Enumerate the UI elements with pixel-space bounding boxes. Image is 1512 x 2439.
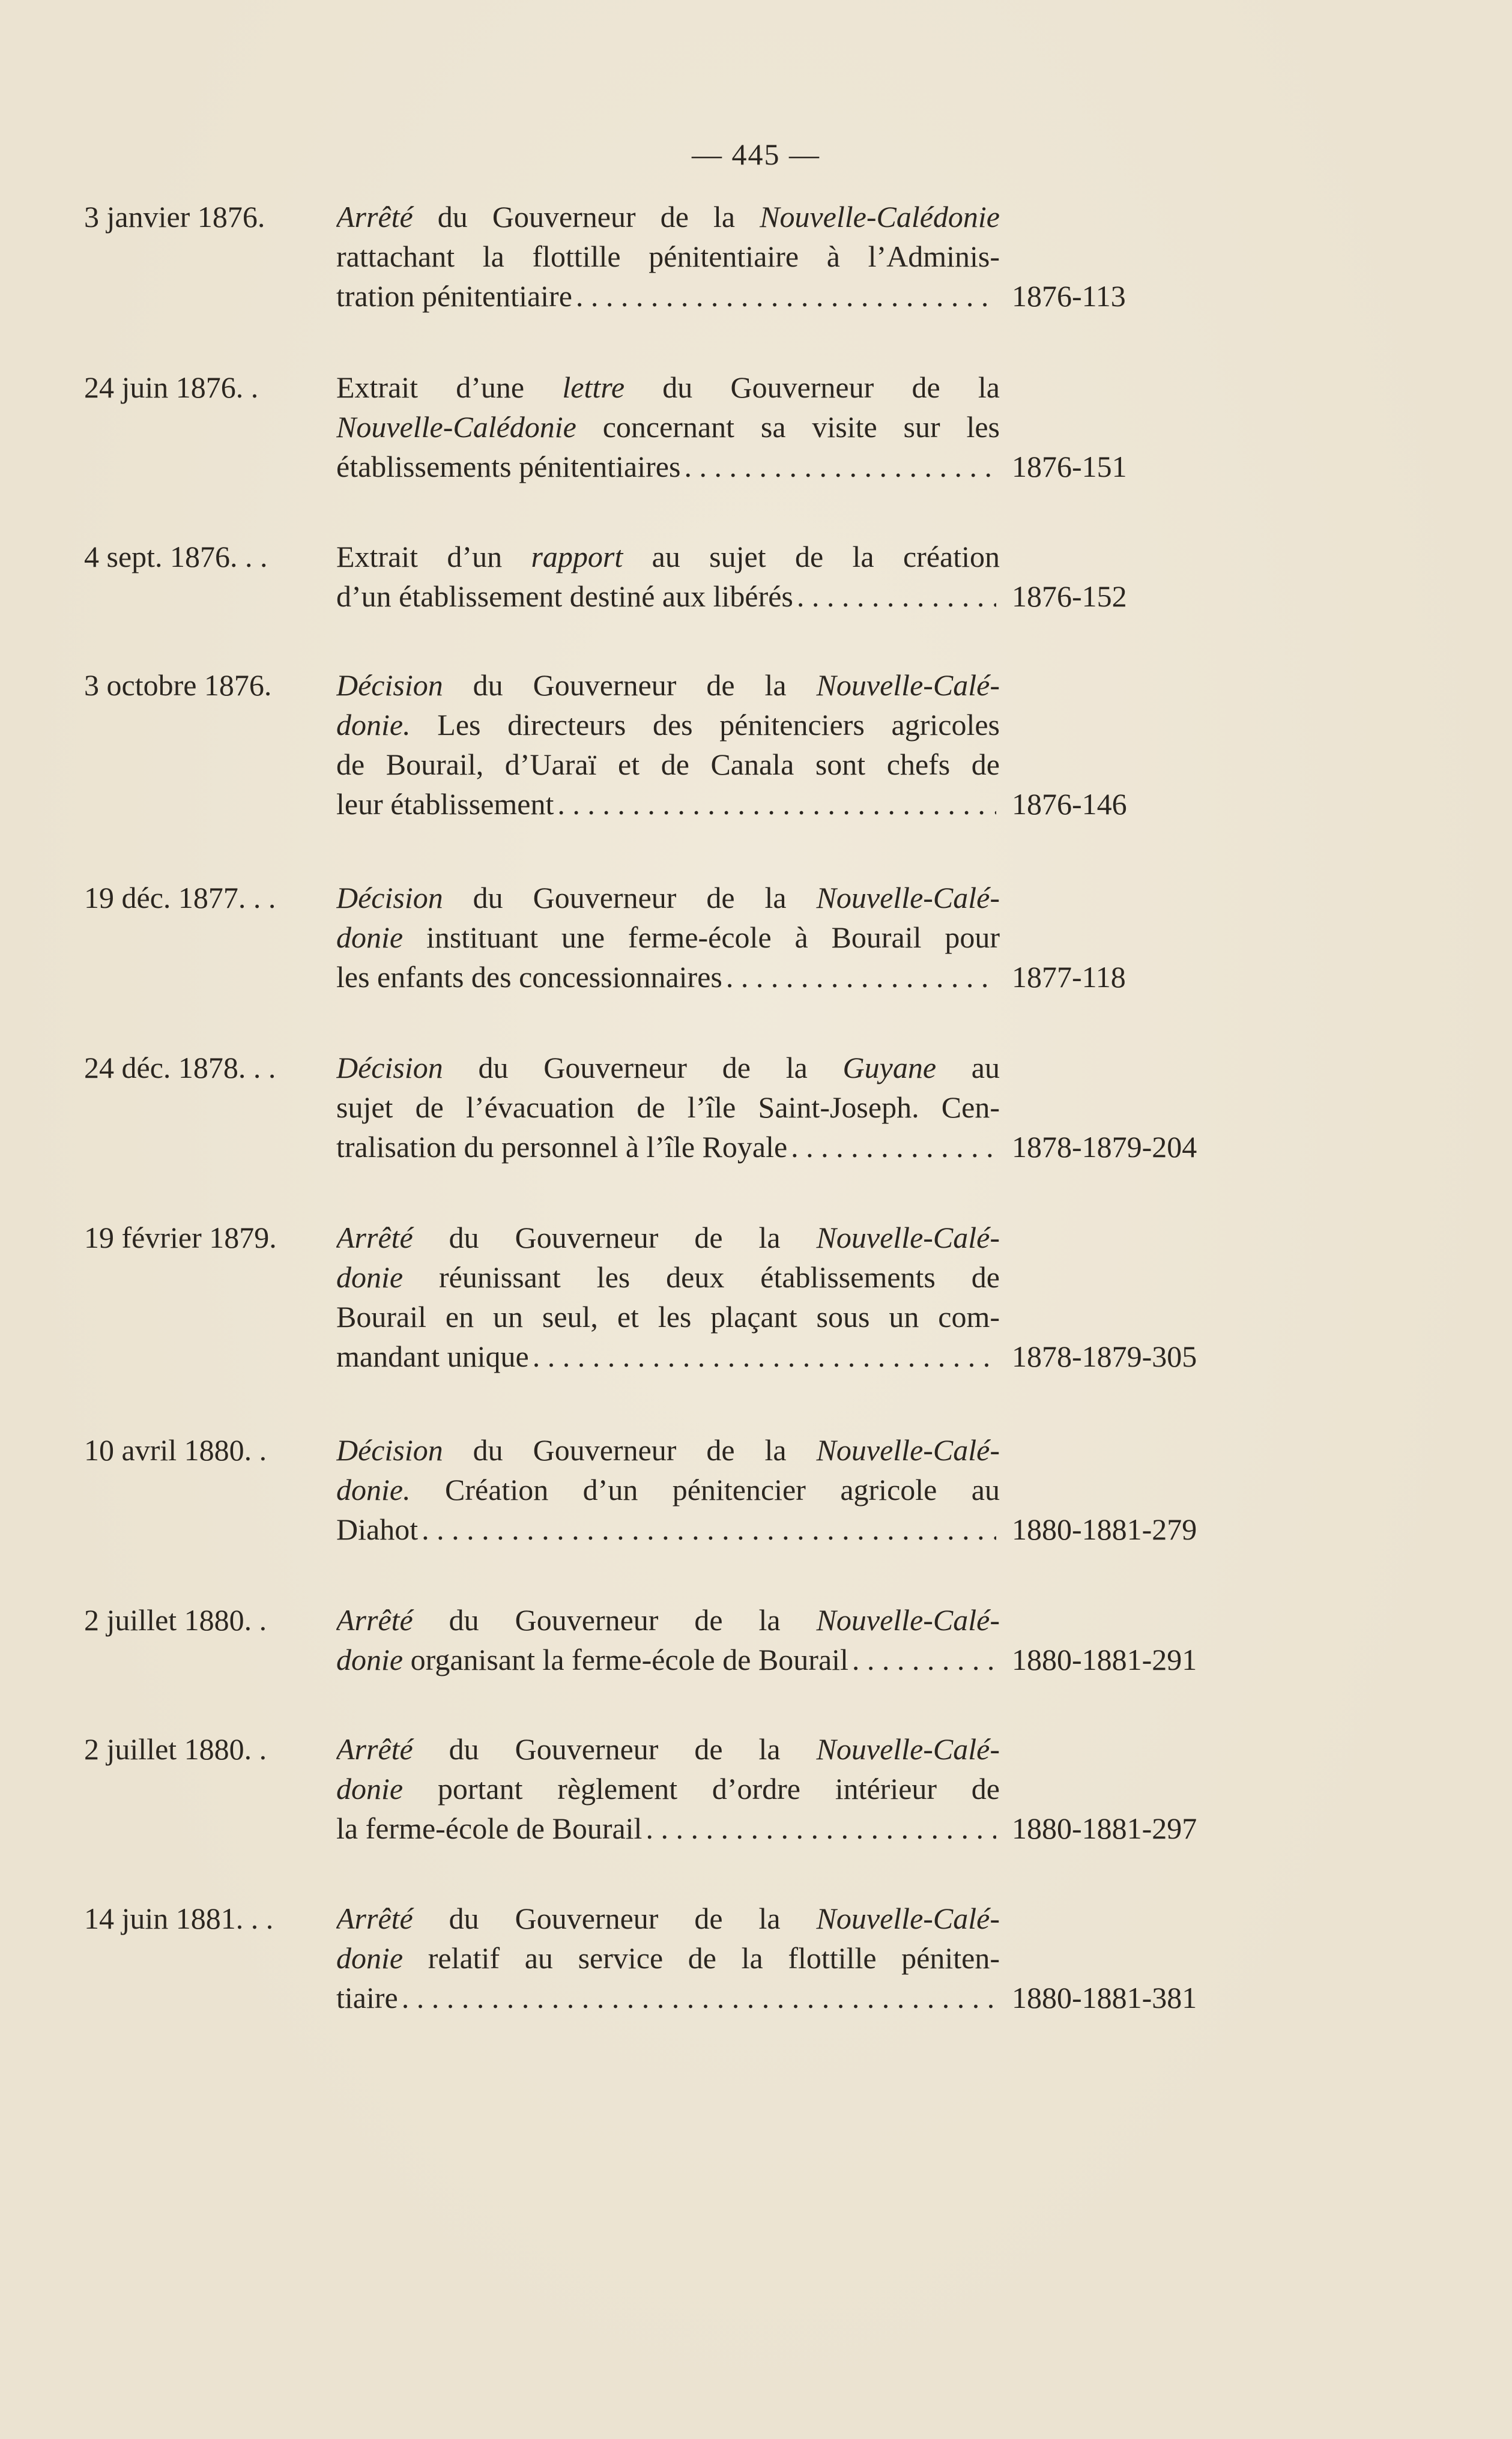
entry-date: 2 juillet 1880. . (84, 1603, 267, 1637)
entry-text (336, 1048, 1000, 1167)
entry-text (336, 1729, 1000, 1848)
italic-term: donie (336, 1772, 404, 1806)
text-run: du Gouverneur de la (413, 1902, 817, 1935)
text-run: du Gouverneur de la (443, 1433, 817, 1467)
text-run: établissements pénitentiaires (336, 450, 681, 483)
entry-last-line (336, 957, 1000, 997)
dot-leader (646, 1809, 996, 1848)
dot-leader (791, 1127, 996, 1167)
italic-term: Nouvelle-Calé- (816, 1221, 1000, 1254)
italic-term: Nouvelle-Calé- (816, 1603, 1000, 1637)
italic-term: Guyane (842, 1051, 937, 1084)
entry-line (336, 407, 1000, 447)
entry-line (336, 1048, 1000, 1087)
entry-last-line (336, 1978, 1000, 2017)
italic-term: lettre (562, 370, 625, 404)
entry-line (336, 537, 1000, 576)
entry-date: 10 avril 1880. . (84, 1433, 267, 1467)
text-run: leur établissement (336, 787, 554, 821)
text-run: portant règlement d’ordre intérieur de (403, 1772, 1000, 1806)
italic-term: Arrêté (336, 1732, 413, 1766)
entry-text (336, 665, 1000, 824)
entry-line (336, 917, 1000, 957)
entry-date: 19 déc. 1877. . . (84, 881, 276, 914)
text-run: instituant une ferme-école à Bourail pour (403, 920, 1000, 954)
entry-line (336, 1938, 1000, 1978)
italic-term: Arrêté (336, 1603, 413, 1637)
italic-term: donie. (336, 1473, 411, 1507)
entry-last-line (336, 276, 1000, 316)
entry-text (336, 197, 1000, 316)
entry-line (336, 1297, 1000, 1337)
entry-reference: 1880-1881-279 (1012, 1513, 1197, 1546)
dot-leader (852, 1640, 996, 1679)
text-run: Les directeurs des pénitenciers agricoles (410, 708, 1000, 742)
text-run: d’un établissement destiné aux libérés (336, 579, 793, 613)
entry-reference: 1876-146 (1012, 787, 1127, 821)
text-run: Création d’un pénitencier agricole au (410, 1473, 1000, 1507)
italic-term: donie (336, 920, 404, 954)
entry-last-line (336, 1640, 1000, 1679)
entry-line (336, 745, 1000, 784)
italic-term: Décision (336, 881, 443, 914)
entry-line (336, 1430, 1000, 1470)
entry-text (336, 1899, 1000, 2017)
entry-line (336, 1899, 1000, 1938)
italic-term: Nouvelle-Calé- (816, 1732, 1000, 1766)
text-run: de Bourail, d’Uaraï et de Canala sont chefs de (336, 748, 1000, 781)
italic-term: Décision (336, 1051, 443, 1084)
entry-last-line (336, 1510, 1000, 1549)
dot-leader (726, 957, 996, 997)
italic-term: Décision (336, 668, 443, 702)
entry-text (336, 367, 1000, 486)
text-run: concernant sa visite sur les (576, 410, 1000, 444)
text-run: la ferme-école de Bourail (336, 1812, 643, 1845)
dot-leader (422, 1510, 996, 1549)
dot-leader (797, 576, 996, 616)
entry-reference: 1876-151 (1012, 450, 1127, 483)
entry-line (336, 197, 1000, 237)
entry-reference: 1880-1881-297 (1012, 1812, 1197, 1845)
page-number: — 445 — (692, 138, 820, 171)
dot-leader (684, 447, 996, 486)
entry-line (336, 367, 1000, 407)
text-run: au sujet de la création (623, 540, 1000, 573)
entry-text (336, 1430, 1000, 1549)
entry-last-line (336, 447, 1000, 486)
italic-term: donie (336, 1260, 404, 1294)
entry-date: 24 juin 1876. . (84, 370, 259, 404)
entry-line (336, 1218, 1000, 1257)
italic-term: donie (336, 1643, 404, 1676)
text-run: relatif au service de la flottille péniten- (403, 1941, 1000, 1975)
entry-date: 3 janvier 1876. (84, 200, 265, 234)
entry-date: 19 février 1879. (84, 1221, 277, 1254)
entry-reference: 1876-152 (1012, 579, 1127, 613)
italic-term: Nouvelle-Calé- (816, 668, 1000, 702)
italic-term: Décision (336, 1433, 443, 1467)
entry-last-line (336, 1127, 1000, 1167)
dot-leader (533, 1337, 996, 1376)
italic-term: Arrêté (336, 200, 413, 234)
text-run: rattachant la flottille pénitentiaire à l’Adminis- (336, 240, 1000, 273)
italic-term: Arrêté (336, 1221, 413, 1254)
entry-line (336, 1087, 1000, 1127)
entry-last-line (336, 576, 1000, 616)
entry-reference: 1878-1879-305 (1012, 1340, 1197, 1373)
dot-leader (557, 784, 996, 824)
text-run: Diahot (336, 1513, 419, 1546)
entry-line (336, 1769, 1000, 1809)
text-run: du Gouverneur de la (443, 1051, 843, 1084)
text-run: tiaire (336, 1981, 398, 2014)
entry-text (336, 878, 1000, 997)
text-run: Extrait d’une (336, 370, 563, 404)
text-run: tralisation du personnel à l’île Royale (336, 1130, 788, 1164)
entry-reference: 1880-1881-291 (1012, 1643, 1197, 1676)
text-run: réunissant les deux établissements de (403, 1260, 1000, 1294)
italic-term: Nouvelle-Calé- (816, 1902, 1000, 1935)
text-run: du Gouverneur de la (413, 1221, 817, 1254)
entry-last-line (336, 1337, 1000, 1376)
italic-term: Nouvelle-Calé- (816, 881, 1000, 914)
entry-reference: 1876-113 (1012, 279, 1126, 313)
entry-line (336, 878, 1000, 917)
italic-term: donie (336, 1941, 404, 1975)
entry-line (336, 1257, 1000, 1297)
entry-text (336, 537, 1000, 616)
text-run: du Gouverneur de la (443, 881, 817, 914)
entry-reference: 1880-1881-381 (1012, 1981, 1197, 2014)
entry-line (336, 1600, 1000, 1640)
dot-leader (576, 276, 996, 316)
text-run: du Gouverneur de la (413, 200, 760, 234)
text-run: du Gouverneur de la (443, 668, 817, 702)
text-run: du Gouverneur de la (413, 1603, 817, 1637)
entry-date: 4 sept. 1876. . . (84, 540, 268, 573)
text-run: au (936, 1051, 1000, 1084)
text-run: sujet de l’évacuation de l’île Saint-Joseph. Cen- (336, 1090, 1000, 1124)
entry-line (336, 665, 1000, 705)
dot-leader (402, 1978, 996, 2017)
entry-date: 14 juin 1881. . . (84, 1902, 274, 1935)
text-run: mandant unique (336, 1340, 529, 1373)
entry-text (336, 1600, 1000, 1679)
text-run: organisant la ferme-école de Bourail (403, 1643, 848, 1676)
entry-line (336, 705, 1000, 745)
entry-reference: 1877-118 (1012, 960, 1126, 994)
italic-term: Arrêté (336, 1902, 413, 1935)
text-run: Extrait d’un (336, 540, 531, 573)
italic-term: Nouvelle-Calédonie (760, 200, 1000, 234)
entry-date: 2 juillet 1880. . (84, 1732, 267, 1766)
entry-last-line (336, 1809, 1000, 1848)
entry-reference: 1878-1879-204 (1012, 1130, 1197, 1164)
entry-date: 3 octobre 1876. (84, 668, 272, 702)
entry-date: 24 déc. 1878. . . (84, 1051, 276, 1084)
italic-term: donie. (336, 708, 411, 742)
text-run: du Gouverneur de la (413, 1732, 817, 1766)
text-run: les enfants des concessionnaires (336, 960, 722, 994)
entry-line (336, 1470, 1000, 1510)
entry-line (336, 237, 1000, 276)
italic-term: Nouvelle-Calé- (816, 1433, 1000, 1467)
italic-term: rapport (531, 540, 623, 573)
text-run: tration pénitentiaire (336, 279, 572, 313)
entry-line (336, 1729, 1000, 1769)
italic-term: Nouvelle-Calédonie (336, 410, 576, 444)
text-run: Bourail en un seul, et les plaçant sous un com- (336, 1300, 1000, 1334)
entry-last-line (336, 784, 1000, 824)
entry-text (336, 1218, 1000, 1376)
text-run: du Gouverneur de la (624, 370, 1000, 404)
